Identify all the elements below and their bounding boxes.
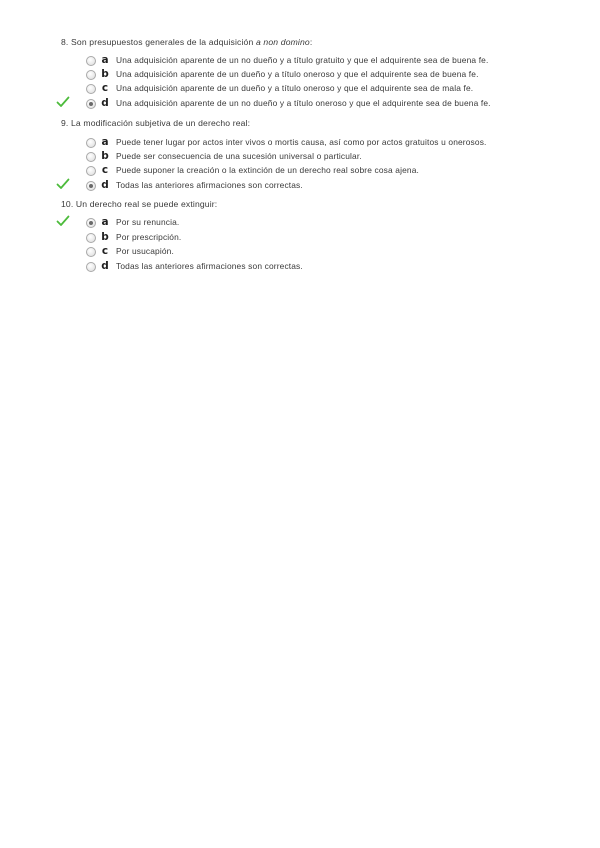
option-d[interactable] — [0, 180, 600, 194]
check-icon — [56, 214, 70, 228]
radio-button[interactable] — [86, 181, 96, 191]
option-letter: c — [101, 82, 109, 94]
radio-button[interactable] — [86, 138, 96, 148]
option-text: Todas las anteriores afirmaciones son correctas. — [116, 180, 303, 190]
option-text: Una adquisición aparente de un no dueño y a título oneroso y que el adquirente sea de buena fe. — [116, 98, 491, 108]
option-letter: b — [101, 68, 109, 80]
option-text: Por prescripción. — [116, 232, 182, 242]
option-letter: a — [101, 54, 109, 66]
option-d[interactable] — [0, 261, 600, 275]
option-text: Una adquisición aparente de un dueño y a título oneroso y que el adquirente sea de buena fe. — [116, 69, 479, 79]
question-title: 10. Un derecho real se puede extinguir: — [61, 199, 218, 209]
option-b[interactable] — [0, 151, 600, 165]
option-text: Puede ser consecuencia de una sucesión universal o particular. — [116, 151, 362, 161]
question-title: 9. La modificación subjetiva de un derecho real: — [61, 118, 251, 128]
radio-button[interactable] — [86, 84, 96, 94]
option-text: Puede suponer la creación o la extinción de un derecho real sobre cosa ajena. — [116, 165, 420, 175]
radio-button[interactable] — [86, 218, 96, 228]
option-c[interactable] — [0, 246, 600, 260]
option-c[interactable] — [0, 165, 600, 179]
radio-button[interactable] — [86, 247, 96, 257]
option-letter: c — [101, 164, 109, 176]
radio-button[interactable] — [86, 233, 96, 243]
option-text: Una adquisición aparente de un no dueño y a título gratuito y que el adquirente sea de buena fe. — [116, 55, 489, 65]
option-b[interactable] — [0, 69, 600, 83]
check-icon — [56, 177, 70, 191]
option-a[interactable] — [0, 55, 600, 69]
option-letter: d — [101, 97, 109, 109]
check-icon — [56, 95, 70, 109]
radio-button[interactable] — [86, 152, 96, 162]
option-letter: b — [101, 150, 109, 162]
option-text: Puede tener lugar por actos inter vivos o mortis causa, así como por actos gratuitos u onerosos. — [116, 137, 487, 147]
option-letter: d — [101, 260, 109, 272]
question-title: 8. Son presupuestos generales de la adquisición a non domino: — [61, 37, 313, 47]
option-letter: a — [101, 136, 109, 148]
option-letter: b — [101, 231, 109, 243]
option-text: Todas las anteriores afirmaciones son correctas. — [116, 261, 303, 271]
option-letter: c — [101, 245, 109, 257]
radio-button[interactable] — [86, 166, 96, 176]
radio-button[interactable] — [86, 99, 96, 109]
option-d[interactable] — [0, 98, 600, 112]
radio-button[interactable] — [86, 70, 96, 80]
option-text: Una adquisición aparente de un dueño y a título oneroso y que el adquirente sea de mala fe. — [116, 83, 474, 93]
option-b[interactable] — [0, 232, 600, 246]
option-c[interactable] — [0, 83, 600, 97]
option-letter: d — [101, 179, 109, 191]
option-letter: a — [101, 216, 109, 228]
radio-button[interactable] — [86, 56, 96, 66]
radio-button[interactable] — [86, 262, 96, 272]
option-a[interactable] — [0, 217, 600, 231]
option-a[interactable] — [0, 137, 600, 151]
option-text: Por usucapión. — [116, 246, 174, 256]
option-text: Por su renuncia. — [116, 217, 180, 227]
